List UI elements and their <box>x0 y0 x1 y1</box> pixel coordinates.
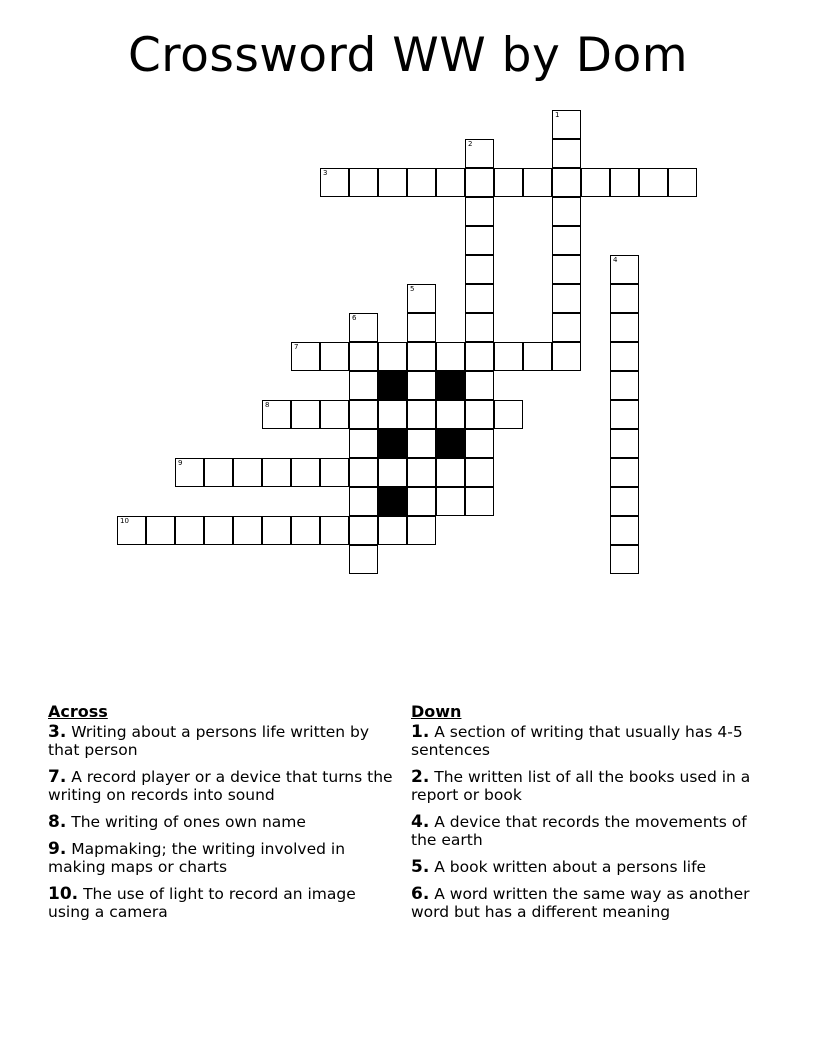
grid-cell[interactable] <box>204 458 233 487</box>
clue-down-2 <box>411 768 761 804</box>
cell-number: 7 <box>294 343 299 351</box>
grid-cell[interactable] <box>407 313 436 342</box>
grid-cell[interactable] <box>407 371 436 400</box>
grid-cell[interactable] <box>378 516 407 545</box>
grid-cell[interactable] <box>465 342 494 371</box>
grid-cell[interactable] <box>552 139 581 168</box>
grid-cell[interactable] <box>436 487 465 516</box>
clue-number: 5. <box>411 857 430 877</box>
grid-cell[interactable] <box>407 458 436 487</box>
clue-number: 3. <box>48 722 67 742</box>
grid-cell[interactable] <box>610 487 639 516</box>
grid-cell[interactable] <box>378 168 407 197</box>
clue-text: The written list of all the books used in a report or book <box>411 768 751 804</box>
grid-cell[interactable] <box>465 255 494 284</box>
grid-cell[interactable] <box>610 516 639 545</box>
clue-number: 4. <box>411 812 430 832</box>
clue-text: A word written the same way as another word but has a different meaning <box>411 885 750 921</box>
grid-cell[interactable] <box>436 400 465 429</box>
grid-cell[interactable] <box>117 516 146 545</box>
grid-cell[interactable] <box>552 284 581 313</box>
grid-cell[interactable] <box>349 400 378 429</box>
grid-cell[interactable] <box>552 226 581 255</box>
down-heading: Down <box>411 702 462 721</box>
grid-cell[interactable] <box>610 545 639 574</box>
grid-cell[interactable] <box>610 168 639 197</box>
grid-cell[interactable] <box>204 516 233 545</box>
cell-number: 3 <box>323 169 328 177</box>
clue-text: A record player or a device that turns the writing on records into sound <box>48 768 393 804</box>
grid-cell[interactable] <box>552 313 581 342</box>
grid-cell[interactable] <box>262 400 291 429</box>
grid-cell[interactable] <box>552 342 581 371</box>
clue-number: 9. <box>48 839 67 859</box>
grid-cell[interactable] <box>262 458 291 487</box>
cell-number: 2 <box>468 140 473 148</box>
grid-cell[interactable] <box>465 139 494 168</box>
grid-cell[interactable] <box>407 168 436 197</box>
cell-number: 9 <box>178 459 183 467</box>
grid-cell[interactable] <box>291 516 320 545</box>
grid-cell[interactable] <box>320 342 349 371</box>
grid-cell[interactable] <box>233 458 262 487</box>
grid-cell[interactable] <box>610 255 639 284</box>
clue-number: 8. <box>48 812 67 832</box>
grid-cell[interactable] <box>407 400 436 429</box>
clue-down-1 <box>411 723 761 759</box>
grid-cell[interactable] <box>494 400 523 429</box>
cell-number: 10 <box>120 517 129 525</box>
grid-cell[interactable] <box>465 400 494 429</box>
grid-cell[interactable] <box>378 458 407 487</box>
grid-cell[interactable] <box>465 284 494 313</box>
across-clues <box>48 702 398 930</box>
grid-cell[interactable] <box>349 313 378 342</box>
grid-cell[interactable] <box>610 342 639 371</box>
clue-across-9 <box>48 840 398 876</box>
grid-cell[interactable] <box>465 487 494 516</box>
grid-cell[interactable] <box>436 458 465 487</box>
clue-text: The use of light to record an image using a camera <box>48 885 356 921</box>
grid-cell[interactable] <box>407 284 436 313</box>
page-title: Crossword WW by Dom <box>127 28 688 83</box>
grid-cell[interactable] <box>465 458 494 487</box>
grid-cell[interactable] <box>523 168 552 197</box>
across-heading: Across <box>48 702 108 721</box>
grid-cell[interactable] <box>233 516 262 545</box>
clue-text: A section of writing that usually has 4-5 sentences <box>411 723 743 759</box>
grid-cell[interactable] <box>436 168 465 197</box>
grid-cell[interactable] <box>639 168 668 197</box>
black-cell <box>436 429 465 458</box>
clue-across-10 <box>48 885 398 921</box>
clue-down-5 <box>411 858 761 876</box>
clue-number: 1. <box>411 722 430 742</box>
grid-cell[interactable] <box>494 168 523 197</box>
clue-number: 2. <box>411 767 430 787</box>
grid-cell[interactable] <box>668 168 697 197</box>
black-cell <box>378 429 407 458</box>
grid-cell[interactable] <box>552 197 581 226</box>
clue-down-4 <box>411 813 761 849</box>
grid-cell[interactable] <box>349 516 378 545</box>
grid-cell[interactable] <box>494 342 523 371</box>
grid-cell[interactable] <box>175 516 204 545</box>
grid-cell[interactable] <box>610 284 639 313</box>
cell-number: 8 <box>265 401 270 409</box>
grid-cell[interactable] <box>349 487 378 516</box>
black-cell <box>436 371 465 400</box>
clue-text: A book written about a persons life <box>434 858 707 876</box>
grid-cell[interactable] <box>349 545 378 574</box>
grid-cell[interactable] <box>436 342 465 371</box>
grid-cell[interactable] <box>610 400 639 429</box>
cell-number: 1 <box>555 111 560 119</box>
clue-number: 7. <box>48 767 67 787</box>
cell-number: 5 <box>410 285 415 293</box>
grid-cell[interactable] <box>349 458 378 487</box>
black-cell <box>378 487 407 516</box>
grid-cell[interactable] <box>291 458 320 487</box>
grid-cell[interactable] <box>465 313 494 342</box>
grid-cell[interactable] <box>349 371 378 400</box>
grid-cell[interactable] <box>465 168 494 197</box>
grid-cell[interactable] <box>465 429 494 458</box>
grid-cell[interactable] <box>552 110 581 139</box>
clue-number: 10. <box>48 884 79 904</box>
grid-cell[interactable] <box>552 255 581 284</box>
clue-text: Mapmaking; the writing involved in making maps or charts <box>48 840 346 876</box>
clue-across-7 <box>48 768 398 804</box>
grid-cell[interactable] <box>465 226 494 255</box>
grid-cell[interactable] <box>378 400 407 429</box>
grid-cell[interactable] <box>407 516 436 545</box>
grid-cell[interactable] <box>320 168 349 197</box>
grid-cell[interactable] <box>349 342 378 371</box>
clue-across-3 <box>48 723 398 759</box>
grid-cell[interactable] <box>378 342 407 371</box>
clue-down-6 <box>411 885 761 921</box>
grid-cell[interactable] <box>465 197 494 226</box>
grid-cell[interactable] <box>291 400 320 429</box>
grid-cell[interactable] <box>523 342 552 371</box>
grid-cell[interactable] <box>407 342 436 371</box>
grid-cell[interactable] <box>610 371 639 400</box>
cell-number: 6 <box>352 314 357 322</box>
grid-cell[interactable] <box>349 168 378 197</box>
grid-cell[interactable] <box>407 487 436 516</box>
grid-cell[interactable] <box>610 458 639 487</box>
grid-cell[interactable] <box>610 429 639 458</box>
grid-cell[interactable] <box>175 458 204 487</box>
grid-cell[interactable] <box>320 400 349 429</box>
grid-cell[interactable] <box>320 458 349 487</box>
black-cell <box>378 371 407 400</box>
clue-number: 6. <box>411 884 430 904</box>
grid-cell[interactable] <box>552 168 581 197</box>
grid-cell[interactable] <box>291 342 320 371</box>
grid-cell[interactable] <box>320 516 349 545</box>
clue-text: A device that records the movements of the earth <box>411 813 747 849</box>
grid-cell[interactable] <box>610 313 639 342</box>
grid-cell[interactable] <box>262 516 291 545</box>
grid-cell[interactable] <box>407 429 436 458</box>
down-clues <box>411 702 761 930</box>
clue-text: The writing of ones own name <box>71 813 306 831</box>
clue-across-8 <box>48 813 398 831</box>
clue-text: Writing about a persons life written by that person <box>48 723 370 759</box>
cell-number: 4 <box>613 256 618 264</box>
grid-cell[interactable] <box>349 429 378 458</box>
grid-cell[interactable] <box>581 168 610 197</box>
grid-cell[interactable] <box>146 516 175 545</box>
grid-cell[interactable] <box>465 371 494 400</box>
